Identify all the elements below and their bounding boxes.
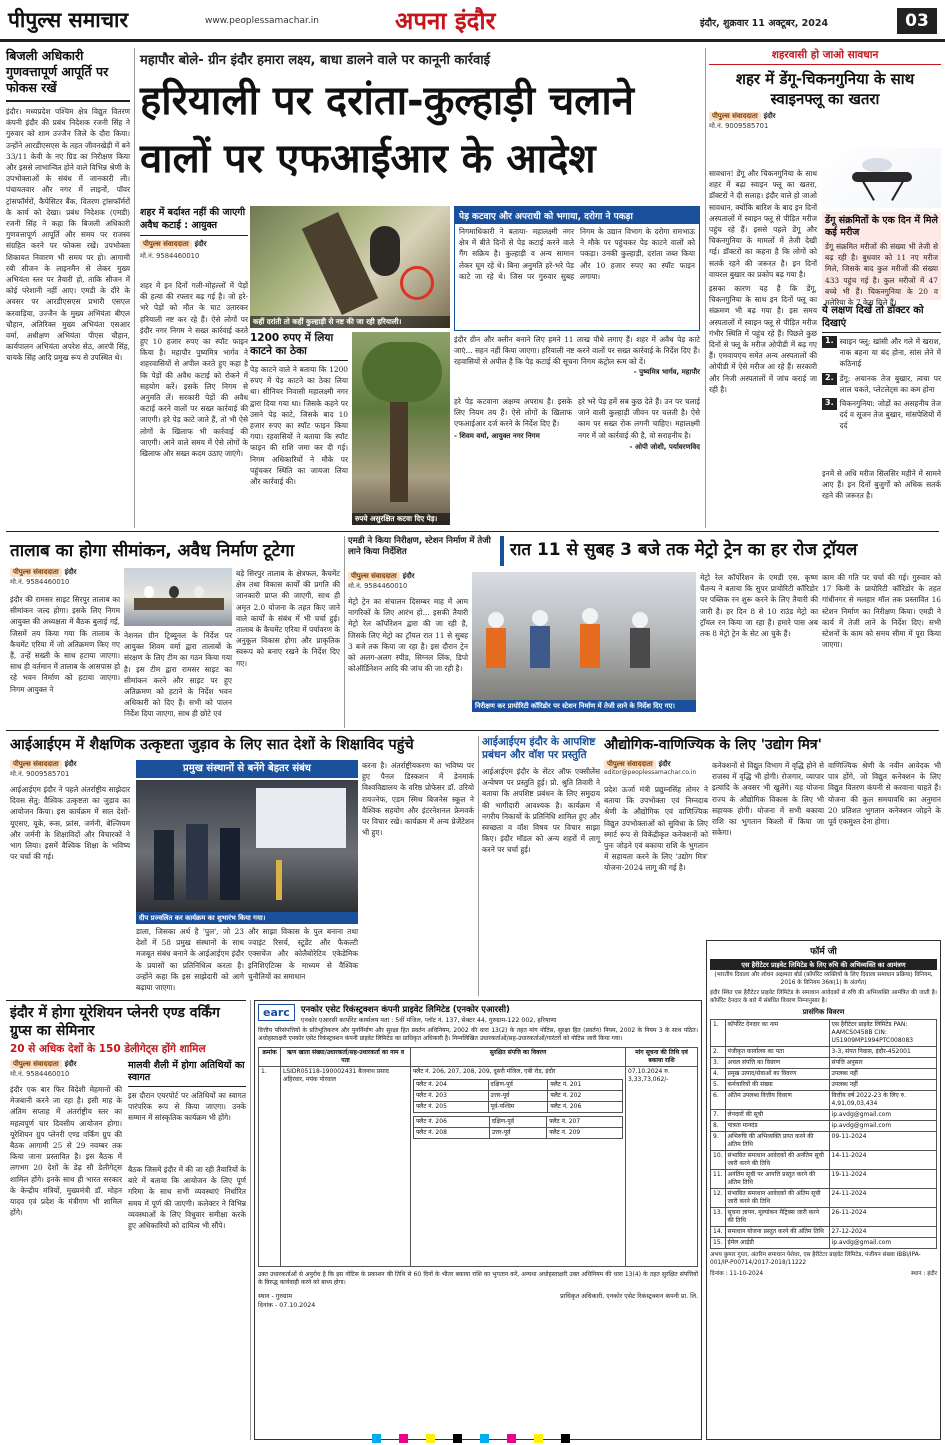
symptoms-box (822, 304, 941, 464)
notice-signatory: प्राधिकृत अधिकारी, एनकोर एसेट रिकंस्ट्रक्शन कंपनी प्रा. लि. (560, 1293, 698, 1300)
flat-cell: फ्लैट नं. 209 (547, 1128, 623, 1139)
lake-col-3: बड़े सिरपुर तालाब के क्षेत्रफल, कैचमेंट क्षेत्र तथा विकास कार्यों की प्रगति की जानकारी प्राप्त की जाएगी, साथ ही अमृत 2.0 योजना के तहत किए जाने वाले कार्यों के संबंध में भी चर्चा हुई। तालाब के कैचमेंट एरिया में पर्यावरण के अनुकूल विकास होगा और प्राकृतिक स्वरूप को बनाए रखने के निर्देश दिए गए। (236, 569, 340, 668)
iim-byline-block (10, 760, 130, 778)
form-cell: प्रमुख उत्पाद/सेवाओं का विवरण (725, 1069, 829, 1080)
form-cell: वित्तीय वर्ष 2022-23 के लिए रु. 4,91,09,03,434 (829, 1091, 936, 1110)
notice-table (258, 1047, 698, 1267)
byline-city: इंदौर (658, 760, 671, 768)
iim-waste-body: आईआईएम इंदौर के सेंटर ऑफ एक्सीलेंस अन्वेषण पर प्रस्तुति हुई। प्रो. श्रुति तिवारी ने बताया कि अपशिष्ट प्रबंधन के लिए समुदाय की भागीदारी आवश्यक है। कार्यक्रम में नगरीय निकायों के प्रतिनिधि शामिल हुए और स्वच्छता व वॉश विषय पर विचार साझा किए। इंदौर मॉडल को अन्य शहरों में लागू करने पर चर्चा हुई। (482, 767, 600, 855)
eurasia-byline (10, 1060, 122, 1069)
table-row (259, 1067, 698, 1267)
quote-commissioner-by: - शिवम वर्मा, आयुक्त नगर निगम (454, 431, 540, 440)
form-table (710, 1019, 937, 1249)
encore-notice (254, 1000, 702, 1440)
form-cell: 13. (711, 1208, 726, 1227)
table-row (414, 1102, 623, 1113)
table-row (414, 1128, 623, 1139)
iim-mobile: मो.नं. 9009585701 (10, 770, 70, 778)
left-story (6, 48, 130, 528)
form-cell: कॉर्पोरेट देनदार का नाम (725, 1020, 829, 1047)
website[interactable]: www.peoplessamachar.in (205, 16, 319, 26)
form-cell: एस हैरीटेटर प्राइवेट लिमिटेड PAN: AAMCS0458B CIN: U51909MP1994PTC008083 (829, 1020, 936, 1047)
lake-byline-block (10, 568, 120, 586)
form-cell: 9. (711, 1132, 726, 1151)
flat-cell: फ्लैट नं. 203 (414, 1091, 489, 1102)
divider (134, 48, 135, 528)
form-cell: 6. (711, 1091, 726, 1110)
byline-city: इंदौर (64, 568, 77, 576)
table-row (711, 1170, 937, 1189)
table-row (414, 1117, 623, 1128)
metro-byline-block (348, 572, 468, 590)
notice-intro: वित्तीय परिसंपत्तियों के प्रतिभूतिकरण और पुनर्निर्माण और सुरक्षा हित प्रवर्तन अधिनियम, 2002 की धारा 13(2) के तहत मांग नोटिस, सुरक्षा हित (प्रवर्तन) नियम, 2002 के नियम 3 के साथ पठित। अधोहस्ताक्षरी एनकोर एसेट रिकंस्ट्रक्शन कंपनी प्राइवेट लिमिटेड का प्राधिकृत अधिकारी है। निम्नलिखित उधारकर्ताओं/सह-उधारकर्ताओं/गारंटरों को नोटिस जारी किया गया। (258, 1027, 698, 1042)
lead-col-1-text: शहर में इन दिनों गली-मोहल्लों में पेड़ों की हत्या की रफ्तार बढ़ गई है। जो हरे-भरे पेड़ों को मौत के घाट उतारकर हरियाली नष्ट कर रहे हैं। ऐसे लोगों पर इंदौर नगर निगम ने सख्त कार्रवाई करते हुए 10 हजार रुपए का स्पॉट फाइन किया है। महापौर पुष्यमित्र भार्गव ने शहरवासियों से अपील करते हुए कहा है कि पेड़ों की अवैध कटाई को रोकने में सहयोग करें। इसके लिए निगम से अनुमति लें। सरकारी पेड़ों की अवैध कटाई करने वालों पर सख्त कार्रवाई की जाएगी। हरे पेड़ काटे जाते हैं, तो भी ऐसे लोगों के खिलाफ भी कार्रवाई की जाएगी। आने वाले समय में ऐसे लोगों के खिलाफ और सख्त कदम उठाए जाएंगे। (140, 281, 248, 459)
form-cell: समाधान योजना प्रस्तुत करने की अंतिम तिथि (725, 1227, 829, 1238)
form-cell: संपत्ति अनुसार (829, 1058, 936, 1069)
eurasia-col-2-intro: इस दौरान एयरपोर्ट पर अतिथियों का स्वागत पारंपरिक रूप से किया जाएगा। उनके सम्मान में सांस्कृतिक कार्यक्रम भी होंगे। (128, 1091, 246, 1123)
byline-label: पीपुल्स संवाददाता (10, 760, 62, 769)
table-row (711, 1091, 937, 1110)
form-cell: अचल संपत्ति का विवरण (725, 1058, 829, 1069)
byline-label: पीपुल्स संवाददाता (10, 1060, 62, 1069)
table-row (711, 1227, 937, 1238)
earc-logo: earc (258, 1004, 295, 1021)
form-cell: सूचना ज्ञापन, मूल्यांकन मैट्रिक्स जारी करने की तिथि (725, 1208, 829, 1227)
dengue-headline: शहर में डेंगू-चिकनगुनिया के साथ स्वाइनफ्लू का खतरा (735, 70, 915, 108)
eurasia-byline-block (10, 1060, 122, 1078)
form-cell: 12. (711, 1189, 726, 1208)
form-cell: 2. (711, 1047, 726, 1058)
udyog-email[interactable]: editor@peoplessamachar.co.in (604, 769, 697, 776)
flat-cell: फ्लैट नं. 208 (414, 1128, 490, 1139)
flat-cell: उत्तर-पूर्व (489, 1128, 547, 1139)
form-cell: 09-11-2024 (829, 1132, 936, 1151)
symptom-text: स्वाइन फ्लू: खांसी और गले में खराश, नाक बहना या बंद होना, सांस लेने में कठिनाई (839, 337, 941, 369)
notice-place: स्थान - गुरुग्राम (258, 1293, 293, 1300)
lake-byline (10, 568, 120, 577)
lead-box (250, 332, 348, 525)
metro-photo-caption: निरीक्षण कर प्रायोरिटी कॉरिडोर पर स्टेशन निर्माण में तेजी लाने के निर्देश दिए गए। (472, 700, 696, 712)
dateline: इंदौर, शुक्रवार 11 अक्टूबर, 2024 (700, 18, 829, 29)
table-row (414, 1080, 623, 1091)
form-cell: 8. (711, 1121, 726, 1132)
iim-col-1: आईआईएम इंदौर ने पहले अंतर्राष्ट्रीय साझेदार दिवस सेतु: वैश्विक उत्कृष्टता का जुड़ाव का आयोजन किया। इस कार्यक्रम में सात देशों- यूएसए, यूके, रूस, फ्रांस, जर्मनी, बेल्जियम और जर्मनी के शिक्षाविदों और विचारकों ने भाग लिया। इसमें वैश्विक शिक्षा के भविष्य पर चर्चा की गई। (10, 785, 130, 862)
byline-city: इंदौर (194, 240, 207, 248)
notice-col-header: क्रमांक (259, 1048, 281, 1067)
form-cell: 14. (711, 1227, 726, 1238)
symptom-item: 3. चिकनगुनिया: जोड़ों का असहनीय तेज दर्द व सूजन तेज बुखार, मांसपेशियों में दर्द (822, 398, 941, 432)
byline-city: इंदौर (64, 760, 77, 768)
notice-col-header: ऋण खाता संख्या/उधारकर्ता/सह-उधारकर्ता का नाम व पता (281, 1048, 411, 1067)
metro-headline: रात 11 से सुबह 3 बजे तक मेट्रो ट्रेन का हर रोज ट्रॉयल (510, 540, 858, 560)
section-divider (6, 1000, 246, 1001)
byline-label: पीपुल्स संवाददाता (709, 112, 761, 121)
form-cell: 14-11-2024 (829, 1151, 936, 1170)
left-story-headline: बिजली अधिकारी गुणवत्तापूर्ण आपूर्ति पर फोकस रखें (6, 48, 130, 102)
iim-headline: आईआईएम में शैक्षणिक उत्कृष्टता जुड़ाव के लिए सात देशों के शिक्षाविद पहुंचे (10, 737, 414, 753)
notice-col-header: सुरक्षित संपत्ति का विवरण (411, 1048, 626, 1067)
dengue-byline (709, 112, 941, 121)
metro-col-2: मेट्रो रेल कॉर्पोरेशन के एमडी एस. कृष्ण चैतन्य ने बताया कि सुपर प्रायोरिटी कॉरिडोर पर पब्लिक रन शुरू करने के लिए तैयारी की जारी है। हर दिन 8 से 10 राउंड मेट्रो का ट्रॉयल रन किया जा रहा है। हमारे पास अब तक 8 मेट्रो ट्रेन के सेट आ चुके हैं। (700, 573, 818, 639)
lead-col-1 (140, 280, 248, 525)
table-row (711, 1110, 937, 1121)
lake-col-2: नेशनल ग्रीन ट्रिब्यूनल के निर्देश पर आयुक्त शिवम वर्मा द्वारा तालाबों के संरक्षण के लिए टीम का गठन किया गया है। इस टीम द्वारा रामसर साइट का सीमांकन करने और साइट पर हुए अतिक्रमण को हटाने के निर्देश भवन अधिकारी को दिए हैं। सभी को पालन निर्देश दिया जाएगा, साथ ही छोटे एवं (124, 631, 232, 719)
form-cell: 4. (711, 1069, 726, 1080)
eurasia-story (10, 1004, 246, 1440)
flats-table-b (413, 1116, 623, 1139)
byline-city: इंदौर (763, 112, 776, 120)
eurasia-mobile: मो.नं. 9584460010 (10, 1070, 70, 1078)
divider (478, 736, 479, 996)
section-divider (6, 531, 939, 532)
form-date: दिनांक : 11-10-2024 (710, 1271, 764, 1277)
udyog-col-3: वाणिज्यिक श्रेणी के नवीन आवेदक भी पात्र होंगे, जो विद्युत कनेक्शन के लिए विद्युत वितरण कंपनी से करवाना चाहते हैं। योजना की कुल समयावधि का अनुमान 20 प्रतिशत भुगतान कनेक्शन जोड़ने के पूर्व एकमुश्त देना होगा। (828, 761, 941, 827)
notice-cell: LSIDR05118-190002431 बैजनाथ प्रसाद अहिरवार, मयंक पोरवाल (281, 1067, 411, 1267)
masthead-bar (0, 0, 945, 42)
lead-col-3 (454, 206, 700, 331)
mosquito-photo (822, 148, 941, 208)
lake-mobile: मो.नं. 9584460010 (10, 578, 70, 586)
divider (344, 536, 345, 728)
table-row (711, 1080, 937, 1091)
table-row (711, 1069, 937, 1080)
dengue-box-body: डेंगू संक्रमित मरीजों की संख्या भी तेजी से बढ़ रही है। बुधवार को 11 नए मरीज मिले, जिसके बाद कुल मरीजों की संख्या 433 पहुंच गई है। कुल मरीजों में 47 बच्चे भी हैं। चिकनगुनिया के 20 व मलेरिया के 7 केस मिले हैं। (825, 242, 938, 308)
form-cell: 3-3, संपत निवास, इंदौर-452001 (829, 1047, 936, 1058)
form-cell: 7. (711, 1110, 726, 1121)
lake-headline: तालाब का होगा सीमांकन, अवैध निर्माण टूटेगा (10, 541, 295, 561)
form-subtitle: एस हैरीटेटर प्राइवेट लिमिटेड के लिए रुचि की अभिव्यक्ति का आमंत्रण (710, 959, 937, 970)
form-cell: 24-11-2024 (829, 1189, 936, 1208)
notice-cell (411, 1067, 626, 1267)
byline-city: इंदौर (64, 1060, 77, 1068)
form-cell: लेनदारों की सूची (725, 1110, 829, 1121)
flat-cell: दक्षिण-पूर्व (489, 1117, 547, 1128)
form-cell: उपलब्ध नहीं (829, 1069, 936, 1080)
left-story-body: इंदौर। मध्यप्रदेश पश्चिम क्षेत्र विद्युत वितरण कंपनी इंदौर की प्रबंध निदेशक रजनी सिंह ने गुरुवार को शाम उज्जैन जिले के दौरा किया। उन्होंने आरडीएसएस के तहत जीवनखेड़ी में बने 33/11 केवी के नए ग्रिड का निरीक्षण किया और इससे लाभान्वित होने वाले विभिन्न श्रेणी के उपभोक्ताओं के संबंध में जानकारी ली। पंचायतवार और नगर में लाइनों, पॉवर ट्रांसफॉर्मरों, कैपेसिटर बैंक, वितरण ट्रांसफॉर्मरों के कार्य को देखा। प्रबंध निदेशक (एमडी) रजनी सिंह ने कहा कि बिजली अधिकारी गुणवत्तापूर्ण आपूर्ति और समय पर राजस्व संग्रहित करने पर फोकस रखें। उपभोक्ता शिकायत निवारण भी समय पर हो। आगामी रबी सीजन के लाइनमैन से लेकर मुख्य अभियंता स्तर पर तैयारी हो, ताकि सीजन में कोई परेशानी नहीं आए। एमडी के दौरे के अवसर पर आरडीएसएस प्रभारी एसएल करवाड़िया, उज्जैन के मुख्य अभियंता बीएल चौहान, अतिरिक्त मुख्य अभियंता एसआर वर्मा, अधीक्षण अभियंता पीएस चौहान, कार्यपालन अभियंता अपरेश सेठ, आरपी सिंह, चायके सिंह आदि प्रमुख रूप से उपस्थित थे। (6, 107, 130, 363)
notice-cell: 1. (259, 1067, 281, 1267)
lead-sub-headline: शहर में बर्दाश्त नहीं की जाएगी अवैध कटाई : आयुक्त (140, 206, 248, 236)
flat-cell: फ्लैट नं. 205 (414, 1102, 489, 1113)
lead-box-headline: 1200 रुपए में लिया काटने का ठेका (250, 332, 348, 361)
metro-mobile: मो.नं. 9584460010 (348, 582, 408, 590)
udyog-col-1: प्रदेश ऊर्जा मंत्री प्रद्युम्नसिंह तोमर ने बताया कि उपभोक्ता एवं निम्नदाब श्रेणी के औद्योगिक एवं वाणिज्यिक विद्युत उपभोक्ताओं को सुविधा के लिए स्मार्ट रूप से विकेंद्रीकृत कनेक्शनों को पुनः जोड़ने एवं बकाया राशि के भुगतान में सहायता करने के लिए 'उद्योग मित्र' योजना-2024 लागू की गई है। (604, 785, 708, 873)
notice-cell-text: फ्लैट नं. 206, 207, 208, 209, दूसरी मंजिल, एबी रोड, इंदौर (413, 1068, 556, 1075)
form-cell: कर्मचारियों की संख्या (725, 1080, 829, 1091)
section-title: अपना इंदौर (395, 7, 496, 35)
table-row (711, 1121, 937, 1132)
eurasia-headline-2: 20 से अधिक देशों के 150 डेलीगेट्स होंगे शामिल (10, 1043, 206, 1055)
masthead-logo[interactable]: पीपुल्स समाचार (8, 8, 129, 32)
udyog-byline (604, 760, 708, 769)
iim-photo-caption: दीप प्रज्वलित कर कार्यक्रम का शुभारंभ किया गया। (136, 912, 358, 924)
iim-col-3: और साझा विकास के पुल बनाना तथा ज्वाइंट रिसर्च, स्टूडेंट और फैकल्टी एक्सचेंज और कोलैबोरेटिव एकेडेमिक इनिशिएटिव्स के माध्यम से वैश्विक चुनौतियों का समाधान (248, 927, 358, 981)
dengue-kicker: शहरवासी हो जाओ सावधान (709, 48, 941, 65)
flat-cell: फ्लैट नं. 202 (548, 1091, 623, 1102)
flat-cell: फ्लैट नं. 206 (548, 1102, 623, 1113)
form-place: स्थान : इंदौर (911, 1271, 937, 1277)
form-cell: 15. (711, 1238, 726, 1249)
iim-byline (10, 760, 130, 769)
flat-cell: फ्लैट नं. 206 (414, 1117, 490, 1128)
symptoms-list (822, 336, 941, 432)
symptom-text: चिकनगुनिया: जोड़ों का असहनीय तेज दर्द व सूजन तेज बुखार, मांसपेशियों में दर्द (839, 399, 941, 431)
table-row (414, 1091, 623, 1102)
lead-col-3-head: पेड़ कटवाए और अपराधी को भगाया, दरोगा ने पकड़ा (455, 207, 699, 224)
notice-footer: उक्त उधारकर्ताओं से अनुरोध है कि इस नोटिस के प्रकाशन की तिथि से 60 दिनों के भीतर बकाया राशि का भुगतान करें, अन्यथा अधोहस्ताक्षरी उक्त अधिनियम की धारा 13(4) के तहत सुरक्षित संपत्तियों के विरुद्ध कार्यवाही करने को बाध्य होगा। (258, 1271, 698, 1286)
dengue-body-2: इसका कारण यह है कि डेंगू, चिकनगुनिया के साथ इन दिनों फ्लू का संक्रमण भी बढ़ गया है। इस समय अस्पतालों में स्वाइन फ्लू से पीड़ित मरीज गंभीर स्थिति में पहुंच रहे हैं। पिछले कुछ दिनों से फ्लू के मरीज ओपीडी में बढ़ गए हैं। एमवायएच समेत अन्य अस्पतालों की ओपीडी में ऐसे मरीज आ रहे हैं। सरकारी और निजी अस्पतालों में जांच कराई जा रही है। (709, 284, 817, 394)
flat-cell: फ्लैट नं. 204 (414, 1080, 489, 1091)
notice-cell: 07.10.2024 रु. 3,33,73,062/- (626, 1067, 698, 1267)
flat-cell: फ्लैट नं. 201 (548, 1080, 623, 1091)
eurasia-subhead: मालवी शैली में होगा अतिथियों का स्वागत (128, 1060, 246, 1087)
form-cell: उपलब्ध नहीं (829, 1080, 936, 1091)
eurasia-headline-1: इंदौर में होगा यूरेशियन प्लेनरी एण्ड वर्किंग ग्रुप्स का सेमिनार (10, 1005, 220, 1039)
lead-headline: हरियाली पर दरांता-कुल्हाड़ी चलाने वालों पर एफआईआर के आदेश (140, 78, 634, 182)
byline-label: पीपुल्स संवाददाता (348, 572, 400, 581)
form-cell: संभावित समाधान आवेदकों की अनंतिम सूची जारी करने की तिथि (725, 1151, 829, 1170)
iim-banner: प्रमुख संस्थानों से बनेंगे बेहतर संबंध (136, 760, 358, 778)
metro-kicker: एमडी ने किया निरीक्षण, स्टेशन निर्माण में तेजी लाने किया निर्देशित (348, 536, 491, 557)
dengue-body-1: सावधान! डेंगू और चिकनगुनिया के साथ शहर में बढ़ा स्वाइन फ्लू का खतरा, डॉक्टरों ने दी सलाह। इंदौर वाले हो जाओ सावधान, क्योंकि बारिश के बाद इन दिनों अस्पतालों में स्वाइन फ्लू से पीड़ित मरीज पहुंच रहे हैं। इससे पहले डेंगू और चिकनगुनिया के मामलों में तेजी देखी गई। डॉक्टरों का कहना है कि लोगों को सतर्क रहने की जरूरत है। इन दिनों वायरल बुखार का प्रकोप बढ़ गया है। (709, 169, 817, 279)
quote-commissioner-text: हरे पेड़ कटवाना अक्षम्य अपराध है। इसके लिए नियम तय हैं। ऐसे लोगों के खिलाफ एफआईआर दर्ज करने के निर्देश दिए हैं। (454, 397, 572, 429)
table-row (711, 1020, 937, 1047)
lead-sub-box (140, 206, 248, 276)
form-cell: 10. (711, 1151, 726, 1170)
symptom-text: डेंगू: अचानक तेज बुखार, त्वचा पर लाल चकते, प्लेटलेट्स का कम होना (839, 373, 941, 394)
form-cell: 27-12-2024 (829, 1227, 936, 1238)
form-cell: 3. (711, 1058, 726, 1069)
divider (250, 1000, 251, 1440)
notice-title: एनकोर एसेट रिकंस्ट्रक्शन कंपनी प्राइवेट लिमिटेड (एनकोर एआरसी) (300, 1005, 510, 1015)
form-cell: अंतिम उपलब्ध वित्तीय विवरण (725, 1091, 829, 1110)
table-row (711, 1238, 937, 1249)
form-cell: पात्रता मानदंड (725, 1121, 829, 1132)
form-cell: 5. (711, 1080, 726, 1091)
metro-col-1: मेट्रो ट्रेन का संचालन दिसम्बर माह में आम नागरिकों के लिए आरंभ हो... इसकी तैयारी मेट्रो रेल कॉर्पोरेशन द्वारा की जा रही है, जिसके लिए मेट्रो का ट्रॉयल रात 11 से सुबह 3 बजे तक किया जा रहा है। इस दौरान ट्रेन को अलग-अलग स्पीड, सिग्नल लिंक, डिपो कोऑर्डिनेशन आदि की जांच की जा रही है। (348, 597, 468, 674)
form-intro: इंदौर स्थित एस हैरीटेटर प्राइवेट लिमिटेड के समाधान आवेदकों से रुचि की अभिव्यक्ति आमंत्रित की जाती है। कॉर्पोरेट देनदार के बारे में संबंधित विवरण निम्नानुसार है। (710, 990, 937, 1004)
byline-label: पीपुल्स संवाददाता (140, 240, 192, 249)
form-cell: 26-11-2024 (829, 1208, 936, 1227)
byline-label: पीपुल्स संवाददाता (10, 568, 62, 577)
dengue-box-headline: डेंगू संक्रमितों के एक दिन में मिले कई मरीज (825, 215, 938, 238)
form-cell: ip.avdg@gmail.com (829, 1110, 936, 1121)
quote-mayor (454, 334, 700, 394)
form-cell: ईमेल आईडी (725, 1238, 829, 1249)
lead-mobile: मो.नं. 9584460010 (140, 252, 200, 260)
form-cell: अनंतिम सूची पर आपत्ति प्रस्तुत करने की अंतिम तिथि (725, 1170, 829, 1189)
iim-col-4: करना है। अंतर्राष्ट्रीयकरण का भविष्य पर हुए पैनल डिस्कशन में डेनमार्क विश्वविद्यालय के वरिष्ठ प्रोफेसर डॉ. उरियो रायज्नेफ, एडम स्मिथ बिजनेस स्कूल ने वैश्विक सहयोग और इंटरनेशनल फ्रेमवर्क पर विचार रखे। कार्यक्रम में अन्य प्रेजेंटेशन भी हुए। (362, 761, 474, 838)
form-cell: पंजीकृत कार्यालय का पता (725, 1047, 829, 1058)
notice-date: दिनांक - 07.10.2024 (258, 1302, 316, 1309)
lead-kicker: महापौर बोले- ग्रीन इंदौर हमारा लक्ष्य, बाधा डालने वाले पर कानूनी कार्रवाई (140, 53, 490, 68)
registration-marks (0, 1434, 945, 1445)
table-row (711, 1132, 937, 1151)
symptom-item: 1. स्वाइन फ्लू: खांसी और गले में खराश, नाक बहना या बंद होना, सांस लेने में कठिनाई (822, 336, 941, 370)
form-cell: 19-11-2024 (829, 1170, 936, 1189)
tree-cutting-photo-2 (352, 332, 450, 525)
page-number: 03 (897, 8, 937, 34)
quote-environmentalist (578, 396, 700, 525)
table-row (711, 1047, 937, 1058)
iim-event-photo (136, 780, 358, 912)
tree-cutting-photo-1 (250, 206, 450, 328)
notice-col-header: मांग सूचना की तिथि एवं बकाया राशि (626, 1048, 698, 1067)
quote-mayor-by: - पुष्यमित्र भार्गव, महापौर (633, 367, 700, 376)
dengue-body-3: इनमें से अधि मरीज सिलसिर महीने में सामने आए हैं। इन दिनों बुजुर्गों को अधिक सतर्क रहने की जरूरत है। (822, 469, 941, 501)
quote-environmentalist-by: - ओपी जोशी, पर्यावरणविद (629, 442, 700, 451)
flats-table-a (413, 1079, 623, 1113)
form-cell: 11. (711, 1170, 726, 1189)
udyog-col-2: कनेक्शनों से विद्युत विभाग में वृद्धि होने से राजस्व में वृद्धि भी होगी। रोजगार, व्यापार इत्यादि के अवसर भी खुलेंगे। यह योजना राज्य के औद्योगिक विकास के लिए भी सहायक होगी। योजना में सभी बकाया राशि का भुगतान किश्तों में किया जा सकेगा। (712, 761, 824, 838)
lake-col-1: इंदौर की रामसर साइट सिरपुर तालाब का सीमांकन जल्द होगा। इसके लिए निगम आयुक्त की अध्यक्षता में बैठक बुलाई गई, जिसमें तय किया गया कि तालाब के कैचमेंट एरिया में जो अतिक्रमण किए गए हैं, उन्हें सख्ती के साथ हटाया जाएगा। साथ ही वर्तमान में तालाब के आसपास हो रहे भवन निर्माण को हटाया जाएगा। निगम आयुक्त ने (10, 595, 120, 694)
table-row (711, 1189, 937, 1208)
lead-col-3-text: निगमाधिकारी ने बताया- महालक्ष्मी नगर क्षेत्र में बीते दिनों से पेड़ कटाई करने वाले गैंग सक्रिय है। कुल्हाड़ी व अन्य सामान लेकर घूम रहे थे। बिना अनुमति हरे-भरे पेड़ काटे जा रहे थे। जिस पर गुरुवार सुबह निगम के उद्यान विभाग के दरोगा रामभाऊ ने मौके पर पहुंचकर पेड़ काटने वालों को पकड़ा। उनकी कुल्हाड़ी, दरांता जब्त किया और 10 हजार रुपए का स्पॉट फाइन लगाया। (459, 227, 695, 281)
table-row (711, 1151, 937, 1170)
iim-waste-story (482, 736, 600, 996)
form-g-notice (706, 940, 941, 1440)
dengue-story (709, 48, 941, 528)
iim-waste-headline: आईआईएम इंदौर के आपशिष्ट प्रबंधन और वॉश पर प्रस्तुति (482, 736, 596, 761)
flat-cell: पूर्व-पश्चिम (488, 1102, 548, 1113)
eurasia-col-1: इंदौर एक बार फिर विदेशी मेहमानों की मेजबानी करने जा रहा है। इसी माह के अंतिम सप्ताह में अंतर्राष्ट्रीय स्तर का महत्वपूर्ण चार दिवसीय आयोजन होगा। यूरेशियन ग्रुप प्लेनरी एण्ड वर्किंग ग्रुप की बैठक आगामी 25 से 29 नवम्बर तक किया जाना प्रस्तावित है। इस बैठक में लगभग 20 देशों के डेढ़ सौ डेलीगेट्स शामिल होंगे। इनके साथ ही भारत सरकार के केन्द्रीय मंत्रियों, मुख्यमंत्री डॉ. मोहन यादव एवं प्रदेश के मंत्रीगण भी शामिल होंगे। (10, 1085, 122, 1218)
form-table-title: प्रासंगिक विवरण (802, 1008, 845, 1016)
eurasia-col-2: बैठक जिसमें इंदौर में की जा रही तैयारियों के बारे में बताया कि आयोजन के लिए पूर्ण गरिमा के साथ सभी व्यवस्थाएं निर्धारित समय में पूर्ण की जाएगी। कलेक्टर ने विभिन्न व्यवस्थाओं के लिए विधुवार समीक्षा करके हुए अधिकारियों को दायित्व भी सौंपे। (128, 1165, 246, 1231)
lake-meeting-photo (124, 568, 232, 626)
byline-label: पीपुल्स संवाददाता (604, 760, 656, 769)
udyog-headline: औद्योगिक-वाणिज्यिक के लिए 'उद्योग मित्र' (604, 737, 822, 753)
byline-city: इंदौर (402, 572, 415, 580)
flat-cell: दक्षिण-पूर्व (488, 1080, 548, 1091)
dengue-box (822, 212, 941, 308)
form-signature: अभय कुमार गुप्ता, अंतरिम समाधान पेशेवर, एस हैरीटेटर प्राइवेट लिमिटेड, पंजीयन संख्या IBBI/IPA-001/IP-P00714/2017-2018/11222 (710, 1252, 921, 1266)
iim-col-2: डाला, जिसका अर्थ है 'पुल', जो 23 देशों में 58 प्रमुख संस्थानों के साथ मजबूत संबंध बनाने के आईआईएम इंदौर के प्रयासों का प्रतिनिधित्व करता है। उन्होंने कहा कि इस साझेदारी को आगे बढ़ाया जाएगा। (136, 927, 244, 993)
flat-cell: फ्लैट नं. 207 (547, 1117, 623, 1128)
form-title: फॉर्म जी (810, 947, 837, 957)
metro-byline (348, 572, 468, 581)
dengue-mobile: मो.नं. 9009585701 (709, 122, 769, 130)
metro-col-3: काम की गति पर चर्चा की गई। गुरुवार को 17 किमी के प्रायोरिटी कॉरिडोर के तहत गांधीनगर से मलहार मॉल तक प्रस्तावित 16 स्टेशन निर्माण का निरीक्षण किया। एमडी ने कार्य में तेजी लाने के निर्देश दिए। सभी स्टेशनों के काम को समय सीमा में पूरा किया जाएगा। (822, 573, 941, 650)
symptoms-title: ये लक्षण दिखें तो डॉक्टर को दिखाएं (822, 304, 941, 333)
form-cell: अभिरुचि की अभिव्यक्ति प्राप्त करने की अंतिम तिथि (725, 1132, 829, 1151)
dengue-col-1 (709, 168, 817, 528)
flat-cell: उत्तर-पूर्व (488, 1091, 548, 1102)
notice-address: एनकोर एआरसी कार्पोरेट कार्यालय पता : 5वीं मंजिल, प्लॉट नं. 137, सेक्टर 44, गुरुग्राम-122 002, हरियाणा (300, 1017, 557, 1024)
quote-commissioner (454, 396, 572, 525)
photo-1-caption: कहीं दरांती तो कहीं कुल्हाड़ी से नष्ट की जा रही हरियाली। (250, 316, 450, 328)
udyog-byline-block (604, 760, 708, 776)
form-cell: संभावित समाधान आवेदकों की अंतिम सूची जारी करने की तिथि (725, 1189, 829, 1208)
table-row (711, 1058, 937, 1069)
lead-byline (140, 240, 248, 249)
metro-headline-box (500, 536, 941, 566)
quote-mayor-text: इंदौर ग्रीन और क्लीन बनाने लिए हमने 11 लाख पौधे लगाए हैं। शहर में अवैध पेड़ काटे जाएं... सहन नहीं किया जाएगा। हरियाली नष्ट करने वालों पर सख्त कार्रवाई के निर्देश दिए हैं। रहवासियों से अपील है कि पेड़ कटाई की सूचना निगम कंट्रोल रूम को दें। (454, 335, 700, 367)
form-sub2: (भारतीय दिवाला और शोधन अक्षमता बोर्ड (कॉर्पोरेट व्यक्तियों के लिए दिवाला समाधान प्रक्रिया) विनियम, 2016 के विनियम 36क(1) के अंतर्गत) (714, 972, 933, 986)
symptom-item: 2. डेंगू: अचानक तेज बुखार, त्वचा पर लाल चकते, प्लेटलेट्स का कम होना (822, 373, 941, 395)
quote-environmentalist-text: हरे भरे पेड़ हमें सब कुछ देते हैं। उन पर चलाई जाने वाली कुल्हाड़ी जीवन पर चलती है। ऐसे काम पर सख्त रोक लगनी चाहिए। महालक्ष्मी नगर में जो कार्रवाई की है, वो सराहनीय है। (578, 397, 700, 440)
form-cell: ip.avdg@gmail.com (829, 1121, 936, 1132)
form-cell: ip.avdg@gmail.com (829, 1238, 936, 1249)
divider (705, 48, 706, 528)
form-cell: 1. (711, 1020, 726, 1047)
metro-inspection-photo (472, 572, 696, 700)
section-divider (6, 730, 939, 731)
lead-box-text: पेड़ काटने वाले ने बताया कि 1200 रुपए में पेड़ काटने का ठेका लिया था। सीनियर निवासी महालक्ष्मी नगर द्वारा दिया गया था। जिसके कहने पर उसने पेड़ काटे, जिसके बाद 10 हजार रुपए का स्पॉट फाइन किया गया। रहवासियों ने बताया कि स्पॉट फाइन की राशि जमा कर दी गई। निगम अधिकारियों ने मौके पर पहुंचकर स्थिति का जायजा लिया और कार्रवाई की। (250, 365, 348, 487)
table-row (711, 1208, 937, 1227)
photo-2-caption: रुपये असुरक्षित कटवा दिए पेड़। (352, 513, 450, 525)
